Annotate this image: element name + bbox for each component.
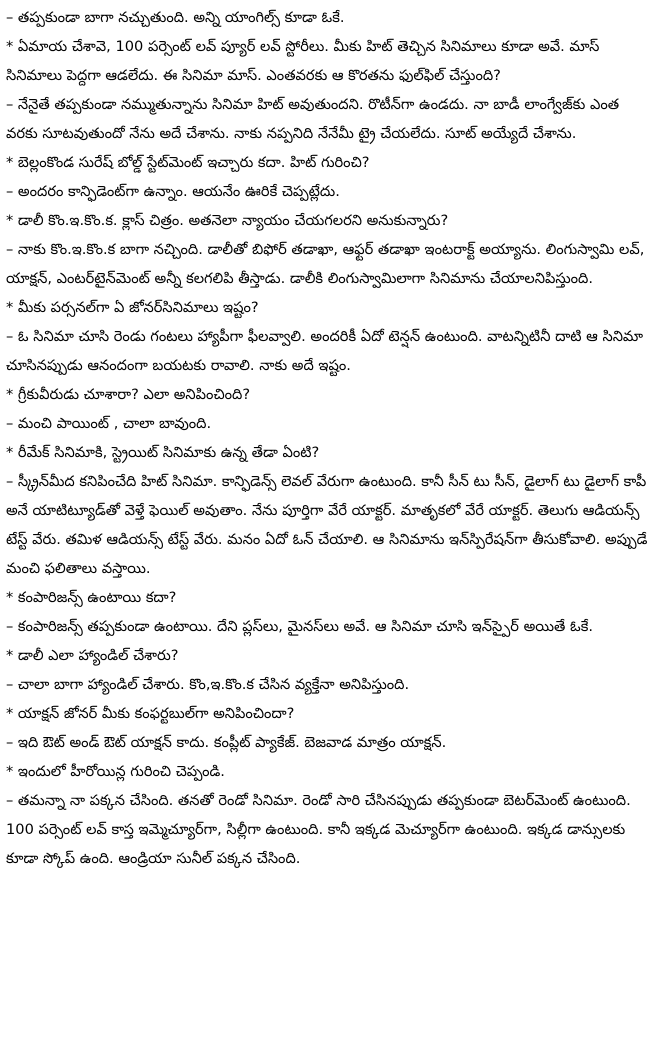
question-paragraph: * డాలీ కొం.ఇ.కొం.క. క్లాస్‌ చిత్రం. అతనెలా న్యాయం చేయగలరని అనుకున్నారు? xyxy=(6,212,449,229)
answer-paragraph: – నేనైతే తప్పకుండా నమ్ముతున్నాను సినిమా హిట్‌ అవుతుందని. రొటీన్‌గా ఉండదు. నా బాడీ లాంగ్వేజ్‌కు ఎంత వరకు సూటవుతుందో నేను అదే చేశాను. నాకు నప్పనిది నేనేమీ ట్రై చేయలేదు. సూట్‌ అయ్యేదే చేశాను. xyxy=(6,96,620,142)
question-paragraph: * కంపారిజన్స్‌ ఉంటాయి కదా? xyxy=(6,589,177,606)
answer-paragraph: – స్క్రీన్‌మీద కనిపించేది హిట్‌ సినిమా. కాన్ఫిడెన్స్‌ లెవల్‌ వేరుగా ఉంటుంది. కానీ సీన్‌ టు సీన్‌, డైలాగ్‌ టు డైలాగ్‌ కాపీ అనే యాటిట్యూడ్‌తో వెళ్తే ఫెయిల్‌ అవుతాం. నేను పూర్తిగా వేరే యాక్టర్‌. మాతృకలో వేరే యాక్టర్‌. తెలుగు ఆడియన్స్‌ టేస్ట్‌ వేరు. తమిళ ఆడియన్స్‌ టేస్ట్‌ వేరు. మనం ఏదో ఓన్‌ చేయాలి. ఆ సినిమాను ఇన్‌స్పిరేషన్‌గా తీసుకోవాలి. అప్పుడే మంచి ఫలితాలు వస్తాయి. xyxy=(6,473,648,577)
answer-paragraph: – కంపారిజన్స్‌ తప్పకుండా ఉంటాయి. దేని ప్లస్‌లు, మైనస్‌లు అవే. ఆ సినిమా చూసి ఇన్‌స్పైర్‌ అయితే ఓకే. xyxy=(6,618,593,635)
question-paragraph: * డాలీ ఎలా హ్యాండిల్‌ చేశారు? xyxy=(6,647,179,664)
answer-paragraph: – నాకు కొం.ఇ.కొం.క బాగా నచ్చింది. డాలీతో బిఫోర్‌ తడాఖా, ఆఫ్టర్‌ తడాఖా ఇంటరాక్ట్‌ అయ్యాను. లింగుస్వామి లవ్‌, యాక్షన్‌, ఎంటర్‌టైన్‌మెంట్‌ అన్నీ కలగలిపి తీస్తాడు. డాలీకి లింగుస్వామిలాగా సినిమాను చేయాలనిపిస్తుంది. xyxy=(6,241,645,287)
answer-paragraph: – ఇది ఔట్‌ అండ్‌ ఔట్‌ యాక్షన్‌ కాదు. కంప్లీట్‌ ప్యాకేజ్‌. బెజవాడ మాత్రం యాక్షన్‌. xyxy=(6,734,447,751)
question-paragraph: * ఇందులో హీరోయిన్ల గురించి చెప్పండి. xyxy=(6,763,225,780)
question-paragraph: * ఏమాయ చేశావె, 100 పర్సెంట్‌ లవ్‌ ప్యూర్‌ లవ్‌ స్టోరీలు. మీకు హిట్‌ తెచ్చిన సినిమాలు కూడా అవే. మాస్‌ సినిమాలు పెద్దగా ఆడలేదు. ఈ సినిమా మాస్‌. ఎంతవరకు ఆ కొరతను ఫుల్‌ఫిల్‌ చేస్తుంది? xyxy=(6,38,600,84)
answer-paragraph: – అందరం కాన్ఫిడెంట్‌గా ఉన్నాం. ఆయనేం ఊరికే చెప్పట్లేదు. xyxy=(6,183,340,200)
question-paragraph: * రీమేక్‌ సినిమాకి, స్ట్రెయిట్‌ సినిమాకు ఉన్న తేడా ఏంటి? xyxy=(6,444,320,461)
question-paragraph: * గ్రీకువీరుడు చూశారా? ఎలా అనిపించింది? xyxy=(6,386,251,403)
question-paragraph: * మీకు పర్సనల్‌గా ఏ జోనర్‌సినిమాలు ఇష్టం? xyxy=(6,299,259,316)
answer-paragraph: – ఓ సినిమా చూసి రెండు గంటలు హ్యాపీగా ఫీలవ్వాలి. అందరికీ ఏదో టెన్షన్‌ ఉంటుంది. వాటన్నిటినీ దాటి ఆ సినిమా చూసినప్పుడు ఆనందంగా బయటకు రావాలి. నాకు అదే ఇష్టం. xyxy=(6,328,644,374)
question-paragraph: * యాక్షన్‌ జోనర్‌ మీకు కంఫర్టబుల్‌గా అనిపించిందా? xyxy=(6,705,295,722)
question-paragraph: * బెల్లంకొండ సురేష్‌ బోల్డ్‌ స్టేట్‌మెంట్‌ ఇచ్చారు కదా. హిట్‌ గురించి? xyxy=(6,154,370,171)
answer-paragraph: – తమన్నా నా పక్కన చేసింది. తనతో రెండో సినిమా. రెండో సారి చేసినప్పుడు తప్పకుండా బెటర్‌మెంట్‌ ఉంటుంది. 100 పర్సెంట్‌ లవ్‌ కాస్త ఇమ్మెచ్యూర్‌గా, సిల్లీగా ఉంటుంది. కానీ ఇక్కడ మెచ్యూర్‌గా ఉంటుంది. ఇక్కడ డాన్సులకు కూడా స్కోప్‌ ఉంది. ఆండ్రియా సునీల్‌ పక్కన చేసింది. xyxy=(6,792,631,867)
answer-paragraph: – చాలా బాగా హ్యాండిల్‌ చేశారు. కొం,ఇ.కొం.క చేసిన వ్యక్తేనా అనిపిస్తుంది. xyxy=(6,676,410,693)
answer-paragraph: – తప్పకుండా బాగా నచ్చుతుంది. అన్ని యాంగిల్స్‌ కూడా ఓకే. xyxy=(6,9,345,26)
answer-paragraph: – మంచి పాయింట్‌ , చాలా బావుంది. xyxy=(6,415,212,432)
